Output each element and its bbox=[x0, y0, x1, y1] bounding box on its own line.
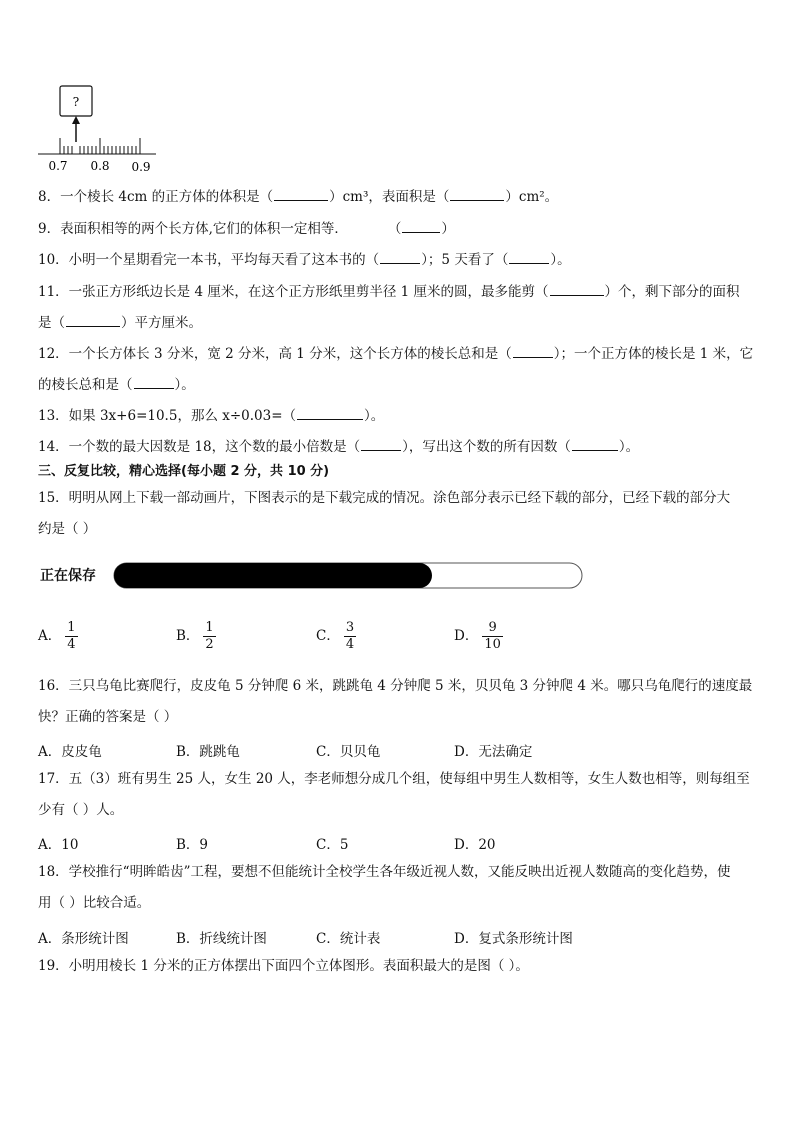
arrow-head bbox=[72, 116, 80, 124]
tick-label-0.8: 0.8 bbox=[90, 159, 110, 173]
progress-fill bbox=[114, 563, 432, 588]
ticks bbox=[60, 138, 140, 154]
question-18-line-1: 18．学校推行“明眸皓齿”工程，要想不但能统计全校学生各年级近视人数，又能反映出近视人数随高的变化趋势，使 bbox=[38, 864, 731, 880]
q15-option-c[interactable]: C． $\frac{3}{4}$ bbox=[316, 620, 355, 652]
question-10 bbox=[38, 251, 571, 268]
question-19: 19．小明用棱长 1 分米的正方体摆出下面四个立体图形。表面积最大的是图（ ）。 bbox=[38, 958, 529, 974]
q16-option-b[interactable]: B．跳跳龟 bbox=[176, 744, 240, 760]
q8-text-3: ）cm²。 bbox=[505, 189, 559, 205]
q11-blank-2[interactable] bbox=[66, 314, 120, 327]
tick-label-0.7: 0.7 bbox=[48, 159, 68, 173]
question-12-line-1 bbox=[38, 345, 753, 362]
q17-option-b[interactable]: B．9 bbox=[176, 837, 209, 853]
question-9 bbox=[38, 220, 455, 237]
number-line-figure bbox=[36, 84, 166, 176]
fraction-d: $\frac{9}{10}$ bbox=[484, 620, 501, 652]
q11-blank-1[interactable] bbox=[550, 283, 604, 296]
q12-text-4: ）。 bbox=[174, 377, 195, 393]
q8-text-1: 8．一个棱长 4cm 的正方体的体积是（ bbox=[38, 189, 274, 205]
q13-blank[interactable] bbox=[297, 407, 363, 420]
q8-text-2: ）cm³，表面积是（ bbox=[329, 189, 450, 205]
q11-text-4: ）平方厘米。 bbox=[121, 315, 202, 331]
progress-label: 正在保存 bbox=[40, 568, 96, 584]
q13-text-1: 13．如果 3x+6=10.5，那么 x÷0.03=（ bbox=[38, 408, 297, 424]
unknown-box-label: ? bbox=[72, 95, 80, 109]
q9-blank[interactable] bbox=[402, 220, 440, 233]
question-15-line-2: 约是（ ） bbox=[38, 521, 97, 537]
q18-option-a[interactable]: A．条形统计图 bbox=[38, 931, 129, 947]
q17-option-c[interactable]: C．5 bbox=[316, 837, 349, 853]
q12-text-3: 的棱长总和是（ bbox=[38, 377, 133, 393]
fraction-b: $\frac{1}{2}$ bbox=[205, 620, 214, 652]
q17-option-a[interactable]: A．10 bbox=[38, 837, 79, 853]
question-14 bbox=[38, 438, 639, 455]
section-3-heading: 三、反复比较，精心选择(每小题 2 分，共 10 分) bbox=[38, 464, 330, 479]
q16-option-d[interactable]: D．无法确定 bbox=[454, 744, 533, 760]
q15-option-d[interactable]: D． $\frac{9}{10}$ bbox=[454, 620, 501, 652]
q14-text-2: ），写出这个数的所有因数（ bbox=[402, 439, 571, 455]
q12-text-1: 12．一个长方体长 3 分米，宽 2 分米，高 1 分米，这个长方体的棱长总和是（ bbox=[38, 346, 512, 362]
q10-text-2: ）；5 天看了（ bbox=[421, 252, 509, 268]
q12-blank-2[interactable] bbox=[134, 376, 174, 389]
q8-blank-2[interactable] bbox=[450, 188, 504, 201]
number-line-svg bbox=[36, 84, 166, 176]
progress-bar bbox=[113, 561, 585, 591]
q10-blank-1[interactable] bbox=[380, 251, 420, 264]
question-12-line-2 bbox=[38, 376, 195, 393]
q8-blank-1[interactable] bbox=[274, 188, 328, 201]
question-18-line-2: 用（ ）比较合适。 bbox=[38, 895, 151, 911]
q11-text-1: 11．一张正方形纸边长是 4 厘米，在这个正方形纸里剪半径 1 厘米的圆，最多能剪（ bbox=[38, 284, 549, 300]
question-16-line-1: 16．三只乌龟比赛爬行，皮皮龟 5 分钟爬 6 米，跳跳龟 4 分钟爬 5 米，贝贝龟 3 分钟爬 4 米。哪只乌龟爬行的速度最 bbox=[38, 678, 753, 694]
question-17-line-1: 17．五（3）班有男生 25 人，女生 20 人，李老师想分成几个组，使每组中男生人数相等，女生人数也相等，则每组至 bbox=[38, 771, 750, 787]
q11-text-3: 是（ bbox=[38, 315, 65, 331]
q14-text-3: ）。 bbox=[618, 439, 640, 455]
q18-option-c[interactable]: C．统计表 bbox=[316, 931, 381, 947]
question-13 bbox=[38, 407, 384, 424]
question-16-line-2: 快？正确的答案是（ ） bbox=[38, 709, 178, 725]
q9-text-1: 9．表面积相等的两个长方体,它们的体积一定相等． bbox=[38, 221, 348, 237]
q17-option-d[interactable]: D．20 bbox=[454, 837, 496, 853]
fraction-a: $\frac{1}{4}$ bbox=[67, 620, 76, 652]
q9-text-3: ） bbox=[441, 221, 455, 237]
q10-text-1: 10．小明一个星期看完一本书，平均每天看了这本书的（ bbox=[38, 252, 380, 268]
progress-bar-svg bbox=[113, 561, 585, 591]
q16-option-c[interactable]: C．贝贝龟 bbox=[316, 744, 381, 760]
q12-text-2: ）；一个正方体的棱长是 1 米，它 bbox=[553, 346, 754, 362]
question-8 bbox=[38, 188, 558, 205]
q14-text-1: 14．一个数的最大因数是 18，这个数的最小倍数是（ bbox=[38, 439, 361, 455]
q10-text-3: ）。 bbox=[550, 252, 571, 268]
question-11-line-2 bbox=[38, 314, 202, 331]
q18-option-b[interactable]: B．折线统计图 bbox=[176, 931, 267, 947]
q10-blank-2[interactable] bbox=[509, 251, 549, 264]
q13-text-2: ）。 bbox=[364, 408, 385, 424]
q14-blank-2[interactable] bbox=[572, 438, 618, 451]
question-11-line-1 bbox=[38, 283, 740, 300]
q15-option-b[interactable]: B． $\frac{1}{2}$ bbox=[176, 620, 214, 652]
q18-option-d[interactable]: D．复式条形统计图 bbox=[454, 931, 573, 947]
q14-blank-1[interactable] bbox=[361, 438, 401, 451]
q15-option-a[interactable]: A． $\frac{1}{4}$ bbox=[38, 620, 76, 652]
question-17-line-2: 少有（ ）人。 bbox=[38, 802, 124, 818]
q12-blank-1[interactable] bbox=[513, 345, 553, 358]
q16-option-a[interactable]: A．皮皮龟 bbox=[38, 744, 102, 760]
question-15-line-1: 15．明明从网上下载一部动画片，下图表示的是下载完成的情况。涂色部分表示已经下载的部分，已经下载的部分大 bbox=[38, 490, 731, 506]
q9-text-2: （ bbox=[387, 221, 402, 237]
q11-text-2: ）个，剩下部分的面积 bbox=[604, 284, 740, 300]
tick-label-0.9: 0.9 bbox=[131, 160, 151, 174]
fraction-c: $\frac{3}{4}$ bbox=[345, 620, 355, 652]
